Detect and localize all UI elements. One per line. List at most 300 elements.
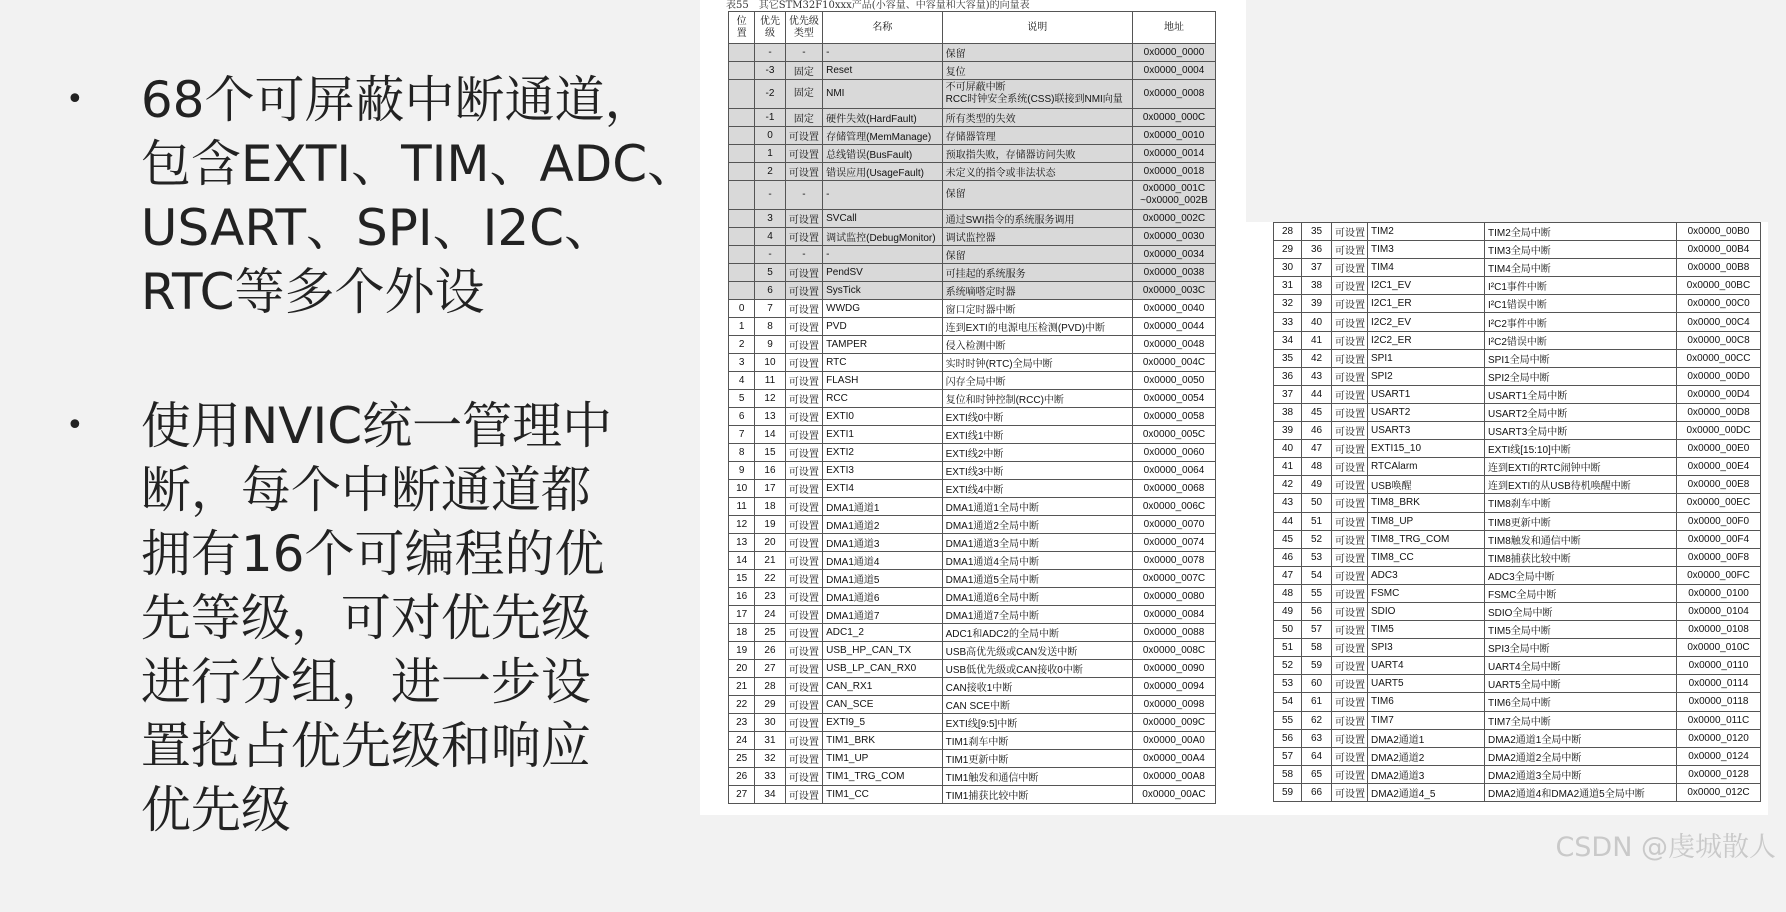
cell-address: 0x0000_00A0	[1132, 732, 1215, 750]
cell-name: SPI3	[1368, 639, 1485, 657]
cell-priority-type: 可设置	[785, 660, 822, 678]
table-row	[729, 163, 1216, 181]
cell-position	[729, 127, 755, 145]
table-row	[1274, 476, 1761, 494]
cell-name: USART1	[1368, 385, 1485, 403]
cell-priority-type: 可设置	[1332, 566, 1368, 584]
cell-name: 硬件失效(HardFault)	[823, 109, 942, 127]
vector-table-right	[1273, 222, 1761, 802]
cell-priority-type: 可设置	[785, 426, 822, 444]
cell-priority: 58	[1302, 639, 1332, 657]
cell-priority-type: 可设置	[1332, 277, 1368, 295]
table-row	[729, 624, 1216, 642]
cell-description: TIM1捕获比较中断	[942, 786, 1132, 804]
cell-priority-type: 可设置	[1332, 729, 1368, 747]
cell-description: SPI2全局中断	[1485, 367, 1677, 385]
cell-priority: 17	[755, 480, 785, 498]
cell-position	[729, 44, 755, 62]
cell-position: 19	[729, 642, 755, 660]
table-row	[729, 210, 1216, 228]
cell-name: CAN_SCE	[823, 696, 942, 714]
cell-name: EXTI3	[823, 462, 942, 480]
cell-description: I²C1错误中断	[1485, 295, 1677, 313]
cell-address: 0x0000_0064	[1132, 462, 1215, 480]
cell-description: 实时时钟(RTC)全局中断	[942, 354, 1132, 372]
cell-position	[729, 80, 755, 109]
cell-name: FSMC	[1368, 584, 1485, 602]
cell-priority-type: 可设置	[1332, 584, 1368, 602]
cell-description: TIM8捕获比较中断	[1485, 548, 1677, 566]
header-priority-type: 优先级类型	[785, 12, 822, 44]
cell-name: TIM1_BRK	[823, 732, 942, 750]
cell-description: 通过SWI指令的系统服务调用	[942, 210, 1132, 228]
cell-priority-type: 可设置	[1332, 403, 1368, 421]
cell-address: 0x0000_00B0	[1677, 223, 1761, 241]
cell-address: 0x0000_0054	[1132, 390, 1215, 408]
cell-position: 53	[1274, 675, 1302, 693]
cell-description: 复位	[942, 62, 1132, 80]
cell-address: 0x0000_012C	[1677, 783, 1761, 801]
cell-description: I²C2事件中断	[1485, 313, 1677, 331]
cell-priority: 48	[1302, 458, 1332, 476]
cell-position: 57	[1274, 747, 1302, 765]
cell-position: 20	[729, 660, 755, 678]
cell-description: TIM1刹车中断	[942, 732, 1132, 750]
cell-priority-type: 可设置	[785, 714, 822, 732]
cell-priority-type: 可设置	[785, 390, 822, 408]
cell-description: SDIO全局中断	[1485, 602, 1677, 620]
cell-description: EXTI线[15:10]中断	[1485, 440, 1677, 458]
table-row	[1274, 602, 1761, 620]
cell-description: USB低优先级或CAN接收0中断	[942, 660, 1132, 678]
cell-priority: 16	[755, 462, 785, 480]
cell-priority: 5	[755, 264, 785, 282]
cell-address: 0x0000_0038	[1132, 264, 1215, 282]
cell-address: 0x0000_00A8	[1132, 768, 1215, 786]
cell-address: 0x0000_0080	[1132, 588, 1215, 606]
cell-priority: 36	[1302, 241, 1332, 259]
cell-name: USB_HP_CAN_TX	[823, 642, 942, 660]
cell-description: EXTI线4中断	[942, 480, 1132, 498]
cell-description: 连到EXTI的电源电压检测(PVD)中断	[942, 318, 1132, 336]
cell-priority-type: 固定	[785, 62, 822, 80]
cell-priority-type: 可设置	[1332, 295, 1368, 313]
cell-priority-type: 可设置	[785, 732, 822, 750]
cell-position: 17	[729, 606, 755, 624]
cell-description: UART5全局中断	[1485, 675, 1677, 693]
cell-priority: 61	[1302, 693, 1332, 711]
cell-priority-type: 可设置	[1332, 385, 1368, 403]
cell-description: 保留	[942, 44, 1132, 62]
cell-position: 4	[729, 372, 755, 390]
cell-priority-type: 可设置	[785, 264, 822, 282]
cell-priority: -	[755, 44, 785, 62]
cell-description: USART2全局中断	[1485, 403, 1677, 421]
cell-address: 0x0000_0084	[1132, 606, 1215, 624]
cell-description: 连到EXTI的RTC闹钟中断	[1485, 458, 1677, 476]
cell-priority-type: 可设置	[1332, 621, 1368, 639]
cell-position: 33	[1274, 313, 1302, 331]
cell-priority-type: 可设置	[785, 210, 822, 228]
cell-priority: -	[755, 246, 785, 264]
table-row	[729, 498, 1216, 516]
cell-priority: 19	[755, 516, 785, 534]
cell-address: 0x0000_0040	[1132, 300, 1215, 318]
table-row	[729, 228, 1216, 246]
cell-priority-type: 可设置	[1332, 259, 1368, 277]
table-row	[1274, 367, 1761, 385]
cell-address: 0x0000_00EC	[1677, 494, 1761, 512]
table-row	[1274, 584, 1761, 602]
cell-address: 0x0000_00D4	[1677, 385, 1761, 403]
cell-address: 0x0000_00F4	[1677, 530, 1761, 548]
table-row	[1274, 693, 1761, 711]
cell-description: ADC3全局中断	[1485, 566, 1677, 584]
table-row	[1274, 223, 1761, 241]
cell-priority: 47	[1302, 440, 1332, 458]
cell-address: 0x0000_0094	[1132, 678, 1215, 696]
table-row	[729, 109, 1216, 127]
table-row	[729, 588, 1216, 606]
cell-priority-type: 可设置	[1332, 313, 1368, 331]
cell-priority-type: 可设置	[1332, 675, 1368, 693]
table-row	[729, 354, 1216, 372]
table-row	[1274, 711, 1761, 729]
cell-position: 25	[729, 750, 755, 768]
cell-address: 0x0000_0004	[1132, 62, 1215, 80]
cell-name: USART2	[1368, 403, 1485, 421]
cell-address: 0x0000_0114	[1677, 675, 1761, 693]
cell-position: 11	[729, 498, 755, 516]
cell-priority: 63	[1302, 729, 1332, 747]
cell-priority-type: 可设置	[1332, 476, 1368, 494]
cell-address: 0x0000_0050	[1132, 372, 1215, 390]
cell-address: 0x0000_00D8	[1677, 403, 1761, 421]
cell-position	[729, 181, 755, 210]
cell-priority-type: 可设置	[1332, 548, 1368, 566]
cell-position: 28	[1274, 223, 1302, 241]
cell-name: PendSV	[823, 264, 942, 282]
cell-name: 调试监控(DebugMonitor)	[823, 228, 942, 246]
cell-position	[729, 210, 755, 228]
cell-position: 45	[1274, 530, 1302, 548]
cell-address: 0x0000_0034	[1132, 246, 1215, 264]
cell-priority-type: 可设置	[785, 534, 822, 552]
cell-address: 0x0000_006C	[1132, 498, 1215, 516]
cell-position: 24	[729, 732, 755, 750]
table-row	[1274, 241, 1761, 259]
cell-name: TIM8_BRK	[1368, 494, 1485, 512]
cell-address: 0x0000_0018	[1132, 163, 1215, 181]
cell-position: 35	[1274, 349, 1302, 367]
cell-priority: 59	[1302, 657, 1332, 675]
cell-priority: 31	[755, 732, 785, 750]
cell-priority: 11	[755, 372, 785, 390]
table-row	[729, 750, 1216, 768]
cell-name: SPI1	[1368, 349, 1485, 367]
cell-position: 21	[729, 678, 755, 696]
cell-priority: 3	[755, 210, 785, 228]
table-row	[729, 282, 1216, 300]
cell-priority: 41	[1302, 331, 1332, 349]
cell-description: DMA2通道4和DMA2通道5全局中断	[1485, 783, 1677, 801]
cell-position: 7	[729, 426, 755, 444]
cell-priority: -	[755, 181, 785, 210]
cell-priority: 25	[755, 624, 785, 642]
cell-name: ADC3	[1368, 566, 1485, 584]
cell-name: NMI	[823, 80, 942, 109]
cell-priority-type: 可设置	[1332, 367, 1368, 385]
cell-priority-type: -	[785, 181, 822, 210]
cell-address: 0x0000_00BC	[1677, 277, 1761, 295]
cell-description: CAN SCE中断	[942, 696, 1132, 714]
cell-position: 42	[1274, 476, 1302, 494]
table-row	[1274, 621, 1761, 639]
table-caption: 表55 其它STM32F10xxx产品(小容量、中容量和大容量)的向量表	[726, 0, 1030, 11]
cell-address: 0x0000_009C	[1132, 714, 1215, 732]
cell-name: EXTI4	[823, 480, 942, 498]
cell-address: 0x0000_0108	[1677, 621, 1761, 639]
cell-name: TIM3	[1368, 241, 1485, 259]
table-row	[729, 768, 1216, 786]
header-address: 地址	[1132, 12, 1215, 44]
cell-priority: 1	[755, 145, 785, 163]
bullet-text: 68个可屏蔽中断通道， 包含EXTI、TIM、ADC、 USART、SPI、I2C、 RTC等多个外设	[140, 71, 698, 321]
table-row	[729, 516, 1216, 534]
cell-description: 预取指失败，存储器访问失败	[942, 145, 1132, 163]
table-row	[729, 372, 1216, 390]
cell-name: UART5	[1368, 675, 1485, 693]
cell-name: SPI2	[1368, 367, 1485, 385]
cell-name: -	[823, 44, 942, 62]
cell-position	[729, 163, 755, 181]
cell-name: DMA1通道4	[823, 552, 942, 570]
cell-priority: 6	[755, 282, 785, 300]
table-row	[729, 462, 1216, 480]
cell-address: 0x0000_00F8	[1677, 548, 1761, 566]
cell-address: 0x0000_0124	[1677, 747, 1761, 765]
cell-name: 存储管理(MemManage)	[823, 127, 942, 145]
cell-priority-type: 可设置	[785, 750, 822, 768]
cell-priority-type: 可设置	[1332, 440, 1368, 458]
cell-name: TIM1_CC	[823, 786, 942, 804]
cell-priority-type: 可设置	[785, 318, 822, 336]
table-row	[1274, 548, 1761, 566]
cell-description: DMA2通道3全局中断	[1485, 765, 1677, 783]
cell-address: 0x0000_00E8	[1677, 476, 1761, 494]
table-row	[1274, 458, 1761, 476]
cell-address: 0x0000_004C	[1132, 354, 1215, 372]
cell-position	[729, 228, 755, 246]
cell-priority: 28	[755, 678, 785, 696]
cell-name: DMA1通道3	[823, 534, 942, 552]
cell-position: 0	[729, 300, 755, 318]
cell-name: CAN_RX1	[823, 678, 942, 696]
cell-priority: 14	[755, 426, 785, 444]
cell-position: 48	[1274, 584, 1302, 602]
cell-priority: -1	[755, 109, 785, 127]
cell-position	[729, 282, 755, 300]
cell-priority-type: 可设置	[1332, 602, 1368, 620]
cell-priority-type: 可设置	[785, 336, 822, 354]
cell-name: TIM5	[1368, 621, 1485, 639]
cell-address: 0x0000_00F0	[1677, 512, 1761, 530]
cell-priority: 34	[755, 786, 785, 804]
cell-priority-type: 可设置	[1332, 494, 1368, 512]
cell-name: PVD	[823, 318, 942, 336]
bullet-list	[60, 68, 700, 912]
watermark: CSDN @虔城散人	[1555, 832, 1776, 863]
cell-position: 8	[729, 444, 755, 462]
cell-name: EXTI15_10	[1368, 440, 1485, 458]
bullet-item	[60, 394, 700, 842]
cell-priority: 10	[755, 354, 785, 372]
cell-description: TIM3全局中断	[1485, 241, 1677, 259]
cell-name: SysTick	[823, 282, 942, 300]
table-row	[1274, 639, 1761, 657]
cell-position: 39	[1274, 422, 1302, 440]
cell-position: 29	[1274, 241, 1302, 259]
cell-priority: 35	[1302, 223, 1332, 241]
cell-name: I2C1_ER	[1368, 295, 1485, 313]
cell-priority-type: 可设置	[785, 516, 822, 534]
table-row	[1274, 403, 1761, 421]
cell-priority: 27	[755, 660, 785, 678]
table-row	[1274, 349, 1761, 367]
table-row	[729, 660, 1216, 678]
cell-position: 52	[1274, 657, 1302, 675]
table-row	[729, 534, 1216, 552]
cell-position: 44	[1274, 512, 1302, 530]
cell-priority-type: 可设置	[785, 552, 822, 570]
cell-name: DMA2通道2	[1368, 747, 1485, 765]
table-row	[729, 181, 1216, 210]
cell-address: 0x0000_0100	[1677, 584, 1761, 602]
cell-position: 47	[1274, 566, 1302, 584]
cell-name: -	[823, 181, 942, 210]
cell-description: FSMC全局中断	[1485, 584, 1677, 602]
cell-priority-type: 固定	[785, 80, 822, 109]
cell-position: 50	[1274, 621, 1302, 639]
cell-position: 5	[729, 390, 755, 408]
cell-address: 0x0000_003C	[1132, 282, 1215, 300]
cell-priority-type: -	[785, 44, 822, 62]
table-row	[729, 44, 1216, 62]
cell-position: 43	[1274, 494, 1302, 512]
cell-priority: 32	[755, 750, 785, 768]
cell-name: USB唤醒	[1368, 476, 1485, 494]
cell-position: 30	[1274, 259, 1302, 277]
cell-priority: 44	[1302, 385, 1332, 403]
cell-address: 0x0000_00CC	[1677, 349, 1761, 367]
cell-position	[729, 246, 755, 264]
cell-priority-type: 可设置	[785, 228, 822, 246]
cell-address: 0x0000_0098	[1132, 696, 1215, 714]
cell-description: ADC1和ADC2的全局中断	[942, 624, 1132, 642]
cell-priority: 60	[1302, 675, 1332, 693]
table-row	[729, 390, 1216, 408]
cell-priority-type: 可设置	[1332, 331, 1368, 349]
cell-name: EXTI0	[823, 408, 942, 426]
table-row	[729, 444, 1216, 462]
cell-priority: 30	[755, 714, 785, 732]
cell-priority: 39	[1302, 295, 1332, 313]
cell-name: DMA1通道6	[823, 588, 942, 606]
table-row	[1274, 747, 1761, 765]
table-row	[1274, 422, 1761, 440]
cell-name: -	[823, 246, 942, 264]
cell-description: EXTI线3中断	[942, 462, 1132, 480]
cell-address: 0x0000_0014	[1132, 145, 1215, 163]
cell-priority-type: 可设置	[785, 588, 822, 606]
cell-address: 0x0000_0074	[1132, 534, 1215, 552]
cell-address: 0x0000_00E4	[1677, 458, 1761, 476]
table-row	[1274, 494, 1761, 512]
cell-priority-type: 可设置	[785, 642, 822, 660]
table-row	[1274, 440, 1761, 458]
table-row	[1274, 783, 1761, 801]
table-row	[1274, 259, 1761, 277]
cell-position: 6	[729, 408, 755, 426]
cell-name: FLASH	[823, 372, 942, 390]
table-row	[1274, 385, 1761, 403]
cell-description: TIM8刹车中断	[1485, 494, 1677, 512]
cell-priority-type: 可设置	[785, 300, 822, 318]
cell-name: DMA1通道5	[823, 570, 942, 588]
cell-priority-type: 可设置	[785, 696, 822, 714]
cell-address: 0x0000_00A4	[1132, 750, 1215, 768]
cell-name: TIM8_CC	[1368, 548, 1485, 566]
cell-priority-type: 可设置	[1332, 747, 1368, 765]
cell-address: 0x0000_0118	[1677, 693, 1761, 711]
cell-priority-type: 可设置	[785, 606, 822, 624]
cell-name: TIM8_UP	[1368, 512, 1485, 530]
cell-description: SPI1全局中断	[1485, 349, 1677, 367]
cell-description: DMA1通道2全局中断	[942, 516, 1132, 534]
cell-address: 0x0000_00C8	[1677, 331, 1761, 349]
cell-position: 41	[1274, 458, 1302, 476]
cell-priority-type: 可设置	[785, 354, 822, 372]
cell-priority: 43	[1302, 367, 1332, 385]
cell-priority-type: 可设置	[785, 444, 822, 462]
vector-table-left	[728, 11, 1216, 804]
table-row	[1274, 313, 1761, 331]
cell-address: 0x0000_00DC	[1677, 422, 1761, 440]
table-row	[1274, 512, 1761, 530]
cell-description: DMA2通道1全局中断	[1485, 729, 1677, 747]
cell-priority-type: 可设置	[1332, 422, 1368, 440]
cell-address: 0x0000_00B4	[1677, 241, 1761, 259]
cell-description: I²C2错误中断	[1485, 331, 1677, 349]
table-row	[729, 336, 1216, 354]
cell-address: 0x0000_00C0	[1677, 295, 1761, 313]
cell-priority: 26	[755, 642, 785, 660]
cell-position: 18	[729, 624, 755, 642]
cell-position: 2	[729, 336, 755, 354]
cell-priority: 45	[1302, 403, 1332, 421]
cell-description: TIM7全局中断	[1485, 711, 1677, 729]
cell-priority-type: -	[785, 246, 822, 264]
cell-position: 22	[729, 696, 755, 714]
cell-position: 23	[729, 714, 755, 732]
cell-priority-type: 可设置	[1332, 711, 1368, 729]
cell-address: 0x0000_010C	[1677, 639, 1761, 657]
cell-address: 0x0000_0120	[1677, 729, 1761, 747]
cell-priority: 0	[755, 127, 785, 145]
table-row	[729, 696, 1216, 714]
cell-name: EXTI9_5	[823, 714, 942, 732]
cell-name: SDIO	[1368, 602, 1485, 620]
